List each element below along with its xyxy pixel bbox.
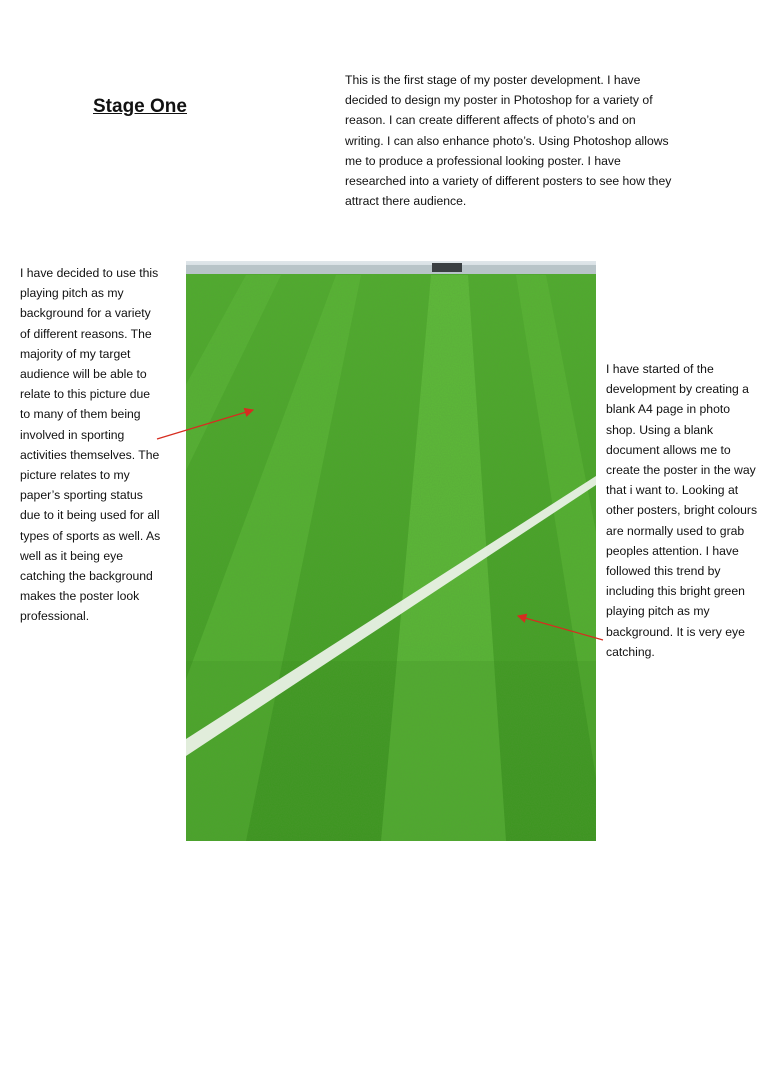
page-title: Stage One (93, 96, 187, 117)
right-annotation: I have started of the development by creating a blank A4 page in photo shop. Using a blank document allows me to create the poster in the way that i want to. Looking at other posters, bright colours are normally used to grab peoples attention. I have followed this trend by including this bright green playing pitch as my background. It is very eye catching. (606, 362, 758, 659)
intro-paragraph: This is the first stage of my poster development. I have decided to design my poster in Photoshop for a variety of reason. I can create different affects of photo’s and on writing. I can also enhance photo’s. Using Photoshop allows me to produce a professional looking poster. I have researched into a variety of different posters to see how they attract there audience. (345, 73, 672, 209)
left-annotation: I have decided to use this playing pitch as my background for a variety of different reasons. The majority of my target audience will be able to relate to this picture due to many of them being involved in sporting activities themselves. The picture relates to my paper’s sporting status due to it being used for all types of sports as well. As well as it being eye catching the background makes the poster look professional. (20, 266, 161, 624)
playing-pitch-photo (186, 261, 596, 841)
